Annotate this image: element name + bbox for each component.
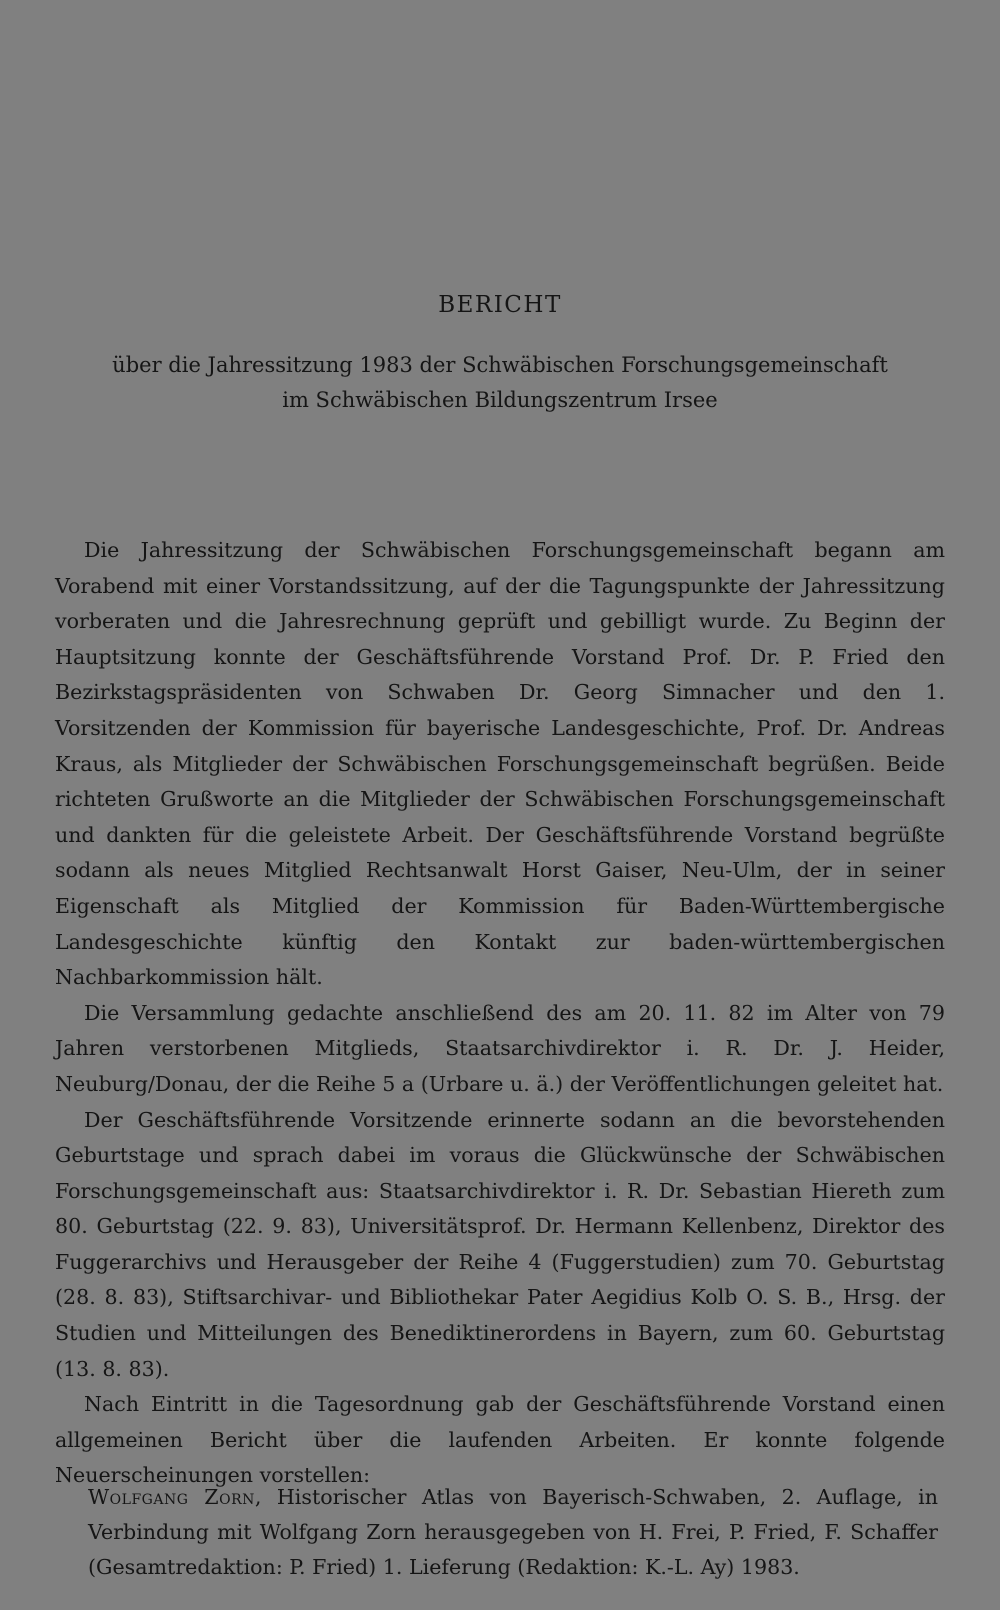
citation-text: , Historischer Atlas von Bayerisch-Schwaben, 2. Auflage, in Verbindung mit Wolfgang Zorn herausgegeben von H. Frei, P. Fried, F. Schaffer (Gesamtredaktion: P. Fried) 1. Lieferung (Redaktion: K.-L. Ay) 1983. <box>88 1485 938 1579</box>
subtitle-line-1: über die Jahressitzung 1983 der Schwäbischen Forschungsgemeinschaft <box>112 353 888 377</box>
document-body <box>55 533 945 1494</box>
paragraph-3: Der Geschäftsführende Vorsitzende erinnerte sodann an die bevorstehenden Geburtstage und sprach dabei im voraus die Glückwünsche der Schwäbischen Forschungsgemeinschaft aus: Staatsarchivdirektor i. R. Dr. Sebastian Hiereth zum 80. Geburtstag (22. 9. 83), Universitätsprof. Dr. Hermann Kellenbenz, Direktor des Fuggerarchivs und Herausgeber der Reihe 4 (Fuggerstudien) zum 70. Geburtstag (28. 8. 83), Stiftsarchivar- und Bibliothekar Pater Aegidius Kolb O. S. B., Hrsg. der Studien und Mitteilungen des Benediktinerordens in Bayern, zum 60. Geburtstag (13. 8. 83). <box>55 1107 945 1381</box>
paragraph-4: Nach Eintritt in die Tagesordnung gab der Geschäftsführende Vorstand einen allgemeinen Bericht über die laufenden Arbeiten. Er konnte folgende Neuerscheinungen vorstellen: <box>55 1392 945 1488</box>
publication-citation <box>88 1480 938 1585</box>
subtitle-line-2: im Schwäbischen Bildungszentrum Irsee <box>282 388 718 412</box>
document-subtitle <box>0 348 1000 418</box>
paragraph-1: Die Jahressitzung der Schwäbischen Forschungsgemeinschaft begann am Vorabend mit einer Vorstandssitzung, auf der die Tagungspunkte der Jahressitzung vorberaten und die Jahresrechnung geprüft und gebilligt wurde. Zu Beginn der Hauptsitzung konnte der Geschäftsführende Vorstand Prof. Dr. P. Fried den Bezirkstagspräsidenten von Schwaben Dr. Georg Simnacher und den 1. Vorsitzenden der Kommission für bayerische Landesgeschichte, Prof. Dr. Andreas Kraus, als Mitglieder der Schwäbischen Forschungsgemeinschaft begrüßen. Beide richteten Grußworte an die Mitglieder der Schwäbischen Forschungsgemeinschaft und dankten für die geleistete Arbeit. Der Geschäftsführende Vorstand begrüßte sodann als neues Mitglied Rechtsanwalt Horst Gaiser, Neu-Ulm, der in seiner Eigenschaft als Mitglied der Kommission für Baden-Württembergische Landesgeschichte künftig den Kontakt zur baden-württembergischen Nachbarkommission hält. <box>55 538 945 990</box>
paragraph-2: Die Versammlung gedachte anschließend des am 20. 11. 82 im Alter von 79 Jahren verstorbenen Mitglieds, Staatsarchivdirektor i. R. Dr. J. Heider, Neuburg/Donau, der die Reihe 5 a (Urbare u. ä.) der Veröffentlichungen geleitet hat. <box>55 1000 945 1096</box>
citation-author: Wolfgang Zorn <box>88 1485 255 1509</box>
document-title: BERICHT <box>438 292 562 318</box>
